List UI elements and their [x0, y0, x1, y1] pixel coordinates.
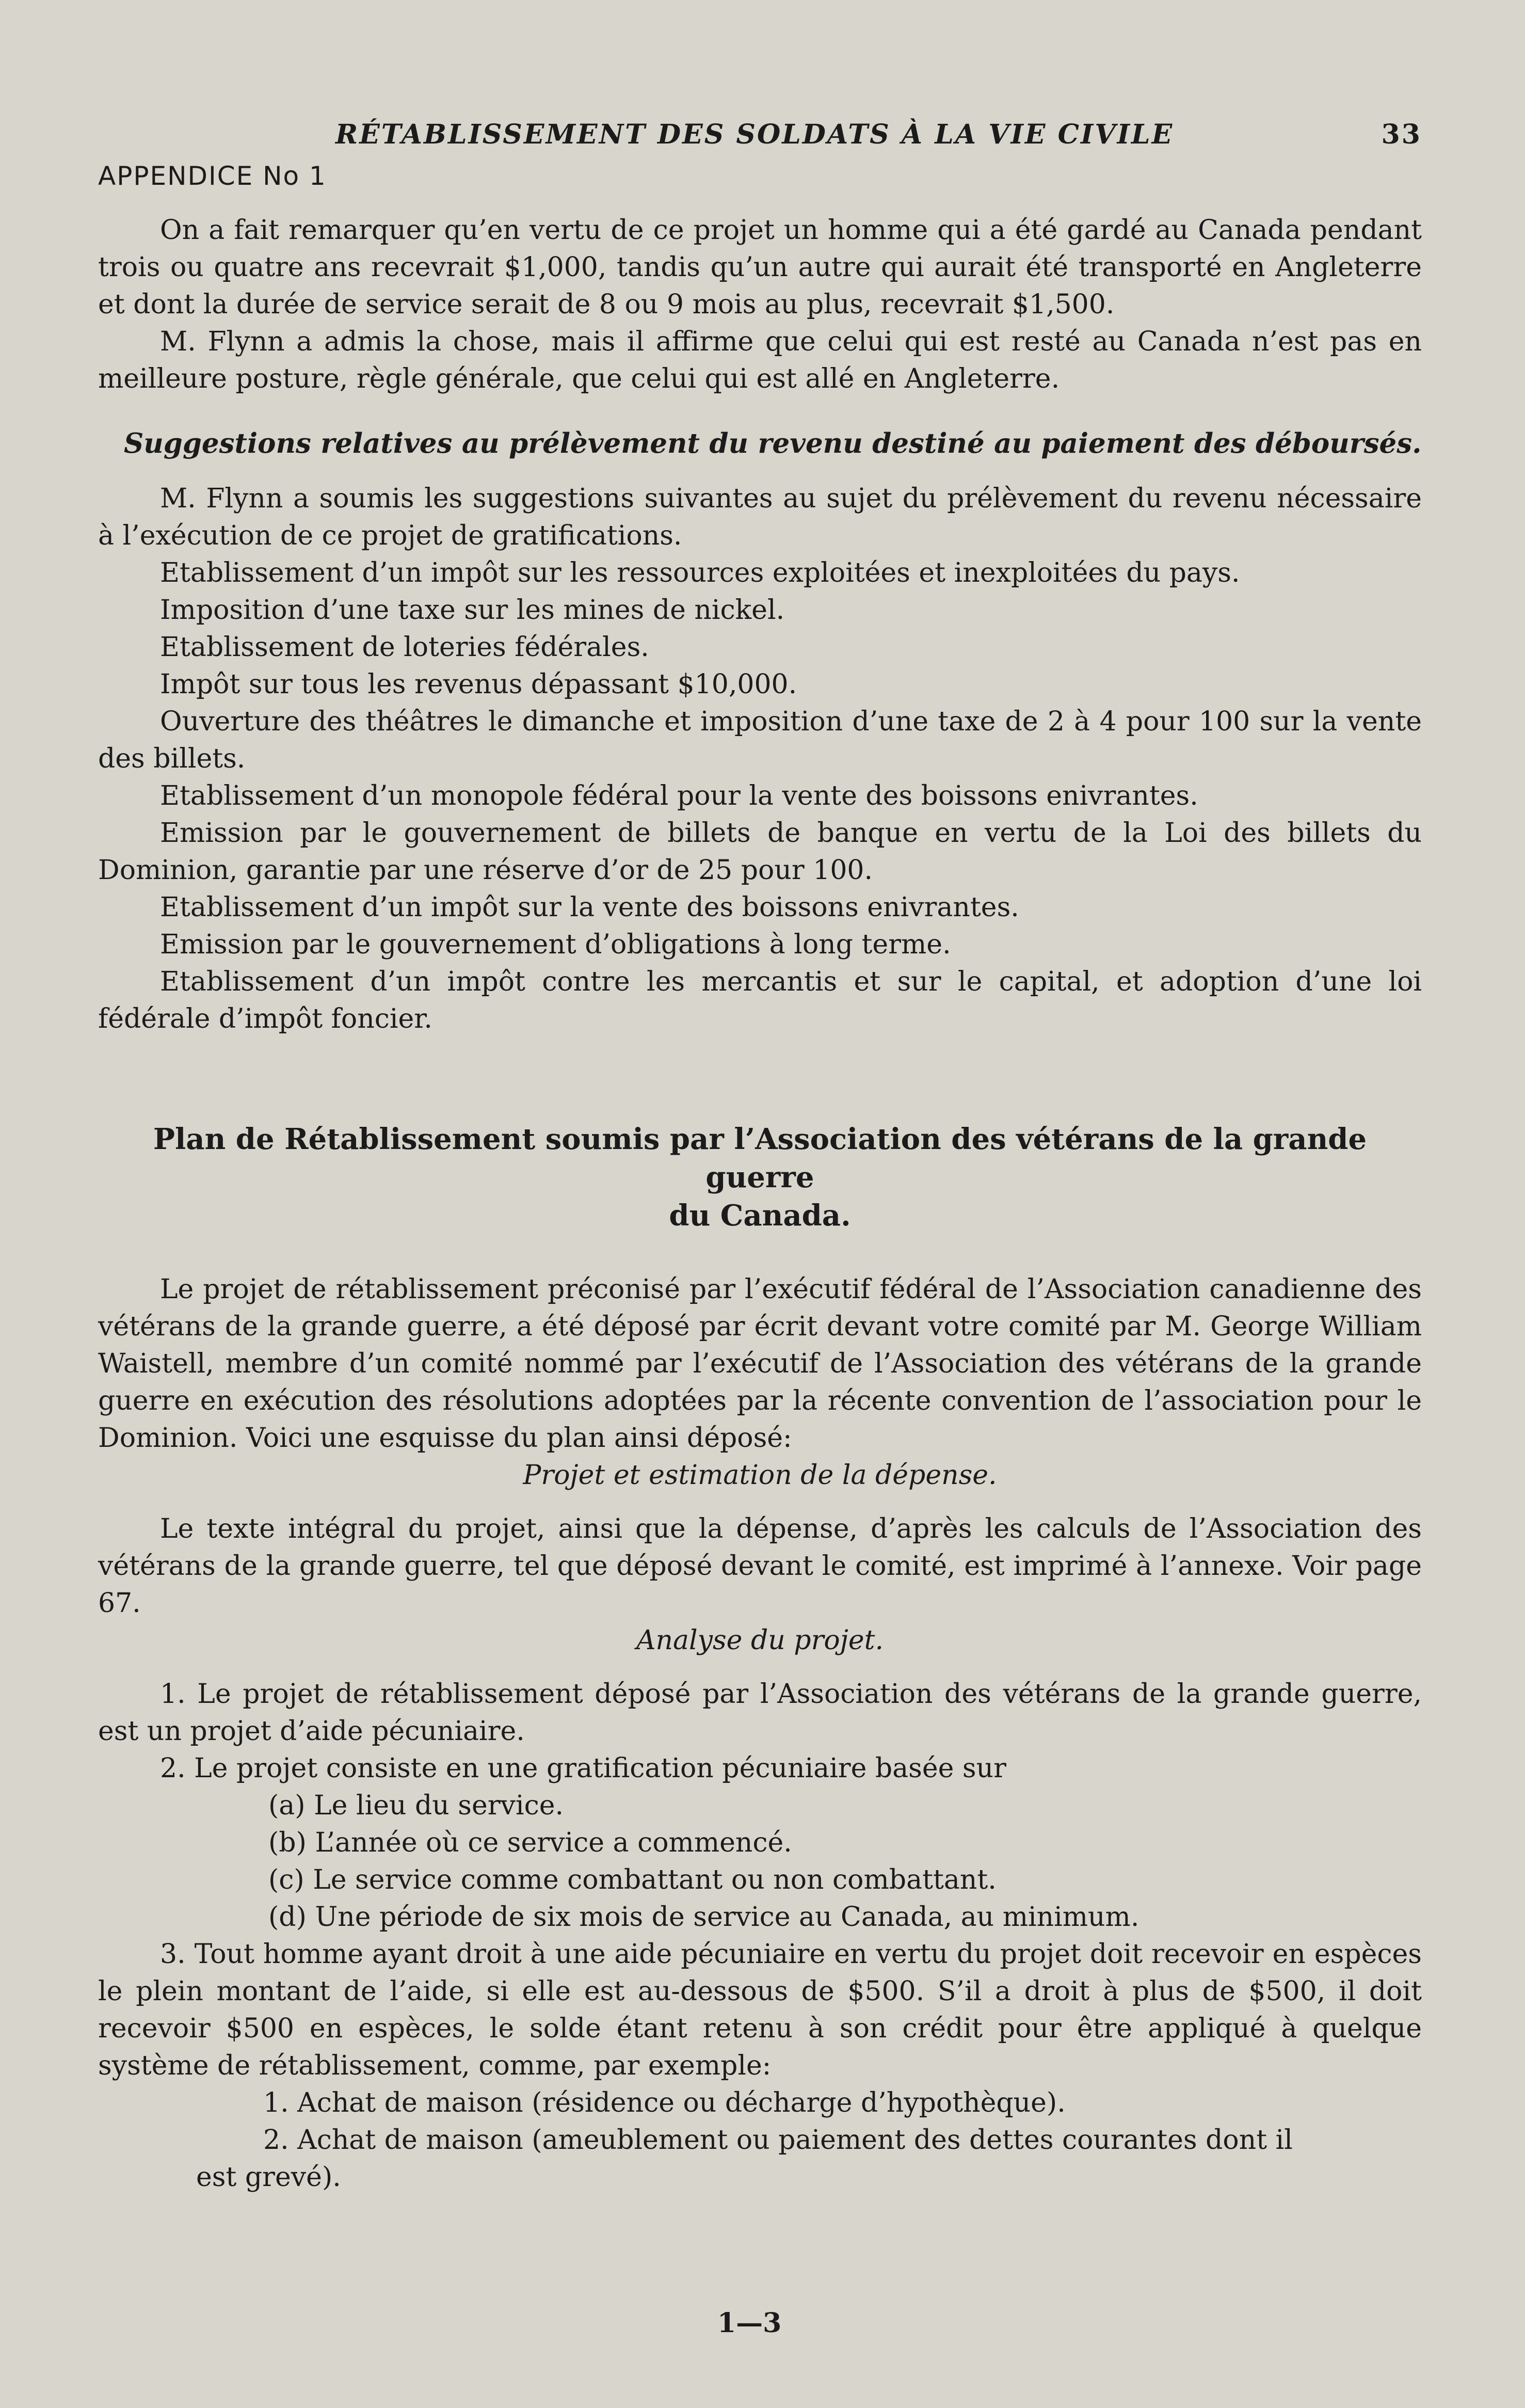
- projet-heading: Projet et estimation de la dépense.: [523, 1460, 997, 1491]
- suggestion-item: Ouverture des théâtres le dimanche et imposition d’une taxe de 2 à 4 pour 100 sur la vente des billets.: [98, 706, 1422, 774]
- appendix-label: APPENDICE No 1: [98, 161, 327, 191]
- paragraph: On a fait remarquer qu’en vertu de ce projet un homme qui a été gardé au Canada pendant trois ou quatre ans recevrait $1,000, tandis qu’un autre qui aurait été transporté en Angleterre et dont la durée de service serait de 8 ou 9 mois au plus, recevrait $1,500.: [98, 215, 1422, 320]
- analyse-point-3: 3. Tout homme ayant droit à une aide pécuniaire en vertu du projet doit recevoir en espèces le plein montant de l’aide, si elle est au-dessous de $500. S’il a droit à plus de $500, il doit recevoir $500 en espèces, le solde étant retenu à son crédit pour être appliqué à quelque système de rétablissement, comme, par exemple:: [98, 1939, 1422, 2081]
- suggestion-item: Imposition d’une taxe sur les mines de nickel.: [160, 595, 785, 626]
- analyse-subitem-a: (a) Le lieu du service.: [268, 1790, 564, 1821]
- suggestion-item: Emission par le gouvernement d’obligations à long terme.: [160, 929, 951, 960]
- analyse-3-item-2-continuation: est grevé).: [196, 2162, 341, 2193]
- analyse-3-item-1: 1. Achat de maison (résidence ou décharge d’hypothèque).: [263, 2087, 1066, 2118]
- signature-mark: 1—3: [717, 2307, 782, 2339]
- paragraph: M. Flynn a admis la chose, mais il affirme que celui qui est resté au Canada n’est pas en meilleure posture, règle générale, que celui qui est allé en Angleterre.: [98, 326, 1422, 394]
- projet-paragraph: Le texte intégral du projet, ainsi que la dépense, d’après les calculs de l’Association des vétérans de la grande guerre, tel que déposé devant le comité, est imprimé à l’annexe. Voir page 67.: [98, 1513, 1422, 1619]
- analyse-3-item-2: 2. Achat de maison (ameublement ou paiement des dettes courantes dont il: [263, 2125, 1293, 2156]
- page-header: [98, 98, 1422, 155]
- analyse-subitem-b: (b) L’année où ce service a commencé.: [268, 1827, 792, 1858]
- suggestion-item: Etablissement d’un monopole fédéral pour la vente des boissons enivrantes.: [160, 780, 1198, 811]
- section-heading-plan: [98, 1120, 1422, 1235]
- analyse-heading: Analyse du projet.: [636, 1625, 884, 1656]
- plan-heading-line-1: Plan de Rétablissement soumis par l’Association des vétérans de la grande guerre: [153, 1122, 1367, 1194]
- suggestion-item: Emission par le gouvernement de billets de banque en vertu de la Loi des billets du Dominion, garantie par une réserve d’or de 25 pour 100.: [98, 818, 1422, 886]
- plan-paragraph: Le projet de rétablissement préconisé par l’exécutif fédéral de l’Association canadienne des vétérans de la grande guerre, a été déposé par écrit devant votre comité par M. George William Waistell, membre d’un comité nommé par l’exécutif de l’Association des vétérans de la grande guerre en exécution des résolutions adoptées par la récente convention de l’association pour le Dominion. Voici une esquisse du plan ainsi déposé:: [98, 1274, 1422, 1454]
- suggestion-item: Etablissement d’un impôt sur la vente des boissons enivrantes.: [160, 892, 1019, 923]
- suggestion-item: Etablissement de loteries fédérales.: [160, 632, 649, 663]
- running-title: RÉTABLISSEMENT DES SOLDATS À LA VIE CIVILE: [335, 119, 1174, 150]
- analyse-point-2: 2. Le projet consiste en une gratification pécuniaire basée sur: [160, 1753, 1006, 1784]
- suggestion-item: Etablissement d’un impôt contre les mercantis et sur le capital, et adoption d’une loi fédérale d’impôt foncier.: [98, 966, 1422, 1034]
- page-number: 33: [1381, 119, 1422, 150]
- suggestion-item: Etablissement d’un impôt sur les ressources exploitées et inexploitées du pays.: [160, 557, 1240, 588]
- analyse-subitem-d: (d) Une période de six mois de service au Canada, au minimum.: [268, 1902, 1139, 1933]
- suggestion-intro: M. Flynn a soumis les suggestions suivantes au sujet du prélèvement du revenu nécessaire à l’exécution de ce projet de gratifications.: [98, 483, 1422, 551]
- section-heading-suggestions: Suggestions relatives au prélèvement du revenu destiné au paiement des déboursés.: [124, 427, 1422, 459]
- analyse-point-1: 1. Le projet de rétablissement déposé par l’Association des vétérans de la grande guerre, est un projet d’aide pécuniaire.: [98, 1679, 1422, 1747]
- suggestion-item: Impôt sur tous les revenus dépassant $10,000.: [160, 669, 797, 700]
- plan-heading-line-2: du Canada.: [669, 1199, 851, 1233]
- analyse-subitem-c: (c) Le service comme combattant ou non combattant.: [268, 1864, 997, 1895]
